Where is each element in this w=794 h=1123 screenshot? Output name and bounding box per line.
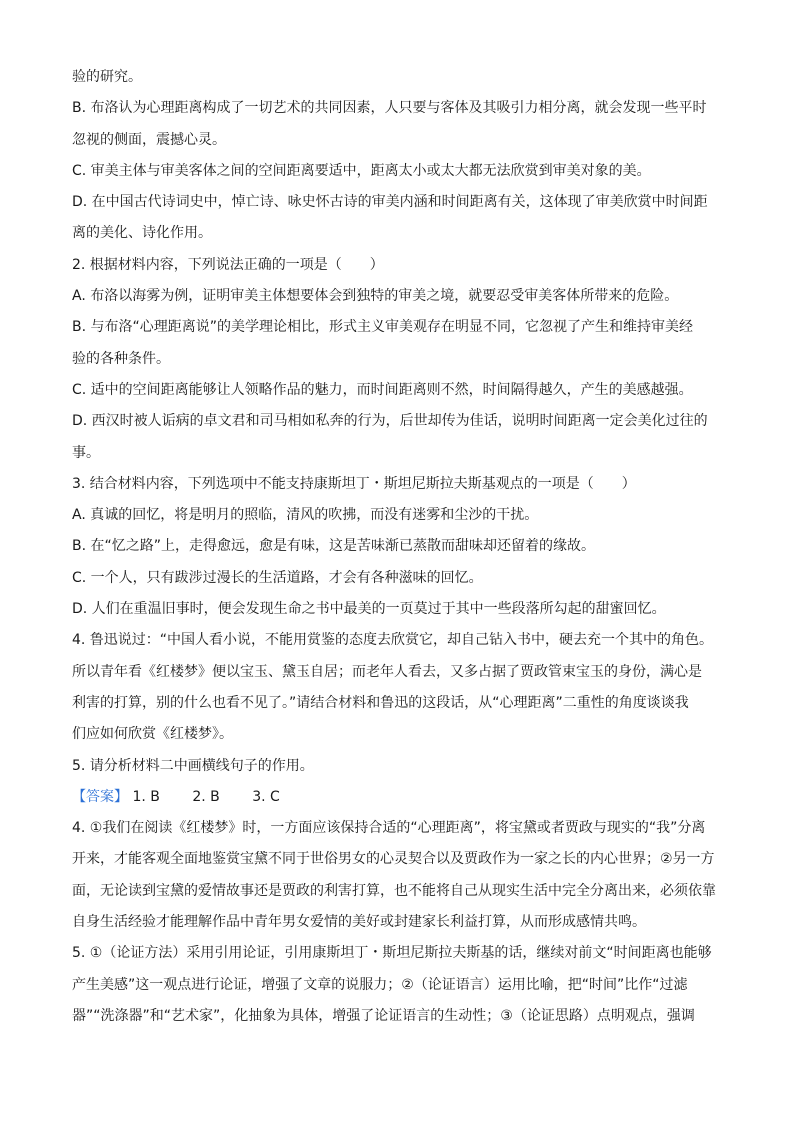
question-4-stem: 4. 鲁迅说过：“中国人看小说，不能用赏鉴的态度去欣赏它，却自己钻入书中，硬去充一个其中的角色。	[72, 632, 714, 649]
question-2-option-c: C. 适中的空间距离能够让人领略作品的魅力，而时间距离则不然，时间隔得越久，产生的美感越强。	[72, 381, 693, 398]
answer-3: 3. C	[252, 788, 280, 805]
text-line: 离的美化、诗化作用。	[72, 225, 212, 242]
text-line: D. 在中国古代诗词史中，悼亡诗、咏史怀古诗的审美内涵和时间距离有关，这体现了审美欣赏中时间距	[72, 194, 708, 211]
text-line: 事。	[72, 444, 100, 461]
text-line: 忽视的侧面，震撼心灵。	[72, 131, 226, 148]
document-page	[72, 62, 724, 1032]
text-line: 们应如何欣赏《红楼梦》。	[72, 726, 233, 743]
question-3-option-a: A. 真诚的回忆，将是明月的照临，清风的吹拂，而没有迷雾和尘沙的干扰。	[72, 507, 539, 524]
answer-5-line: 产生美感”这一观点进行论证，增强了文章的说服力；②（论证语言）运用比喻，把“时间”比作“过滤	[72, 976, 688, 993]
text-line: 利害的打算，别的什么也看不见了。”请结合材料和鲁迅的这段话，从“心理距离”二重性的角度谈谈我	[72, 694, 689, 711]
text-line: B. 布洛认为心理距离构成了一切艺术的共同因素，人只要与客体及其吸引力相分离，就会发现一些平时	[72, 100, 707, 117]
question-3-option-c: C. 一个人，只有跋涉过漫长的生活道路，才会有各种滋味的回忆。	[72, 569, 483, 586]
text-line: 所以青年看《红楼梦》便以宝玉、黛玉自居；而老年人看去，又多占据了贾政管束宝玉的身份，满心是	[72, 663, 702, 680]
answer-4-line: 4. ①我们在阅读《红楼梦》时，一方面应该保持合适的“心理距离”，将宝黛或者贾政与现实的“我”分离	[72, 820, 706, 837]
question-2-option-a: A. 布洛以海雾为例，证明审美主体想要体会到独特的审美之境，就要忍受审美客体所带来的危险。	[72, 288, 679, 305]
answer-line	[72, 782, 724, 813]
question-5-stem: 5. 请分析材料二中画横线句子的作用。	[72, 757, 314, 774]
answer-5-line: 器”“洗涤器”和“艺术家”，化抽象为具体，增强了论证语言的生动性；③（论证思路）点明观点，强调	[72, 1007, 695, 1024]
answer-label: 【答案】	[72, 788, 128, 805]
question-2-option-b: B. 与布洛“心理距离说”的美学理论相比，形式主义审美观存在明显不同，它忽视了产生和维持审美经	[72, 319, 694, 336]
answer-4-line: 自身生活经验才能理解作品中青年男女爱情的美好或封建家长利益打算，从而形成感情共鸣。	[72, 914, 646, 931]
question-3-stem: 3. 结合材料内容，下列选项中不能支持康斯坦丁・斯坦尼斯拉夫斯基观点的一项是（ ）	[72, 475, 636, 492]
text-line: 验的研究。	[72, 69, 142, 85]
answer-values	[132, 789, 307, 805]
question-3-option-b: B. 在“忆之路”上，走得愈远，愈是有味，这是苦味渐已蒸散而甜味却还留着的缘故。	[72, 538, 596, 555]
text-line: 验的各种条件。	[72, 350, 170, 367]
answer-2: 2. B	[192, 788, 220, 805]
answer-4-line: 开来，才能客观全面地鉴赏宝黛不同于世俗男女的心灵契合以及贾政作为一家之长的内心世界；②另一方	[72, 851, 715, 868]
answer-1: 1. B	[132, 788, 160, 805]
question-2-stem: 2. 根据材料内容，下列说法正确的一项是（ ）	[72, 256, 384, 273]
answer-4-line: 面，无论读到宝黛的爱情故事还是贾政的利害打算，也不能将自己从现实生活中完全分离出来，必须依靠	[72, 882, 716, 899]
question-2-option-d: D. 西汉时被人诟病的卓文君和司马相如私奔的行为，后世却传为佳话，说明时间距离一定会美化过往的	[72, 413, 708, 430]
text-line: C. 审美主体与审美客体之间的空间距离要适中，距离太小或太大都无法欣赏到审美对象的美。	[72, 162, 651, 179]
answer-5-line: 5. ①（论证方法）采用引用论证，引用康斯坦丁・斯坦尼斯拉夫斯基的话，继续对前文“时间距离也能够	[72, 945, 712, 962]
question-3-option-d: D. 人们在重温旧事时，便会发现生命之书中最美的一页莫过于其中一些段落所勾起的甜蜜回忆。	[72, 601, 666, 618]
